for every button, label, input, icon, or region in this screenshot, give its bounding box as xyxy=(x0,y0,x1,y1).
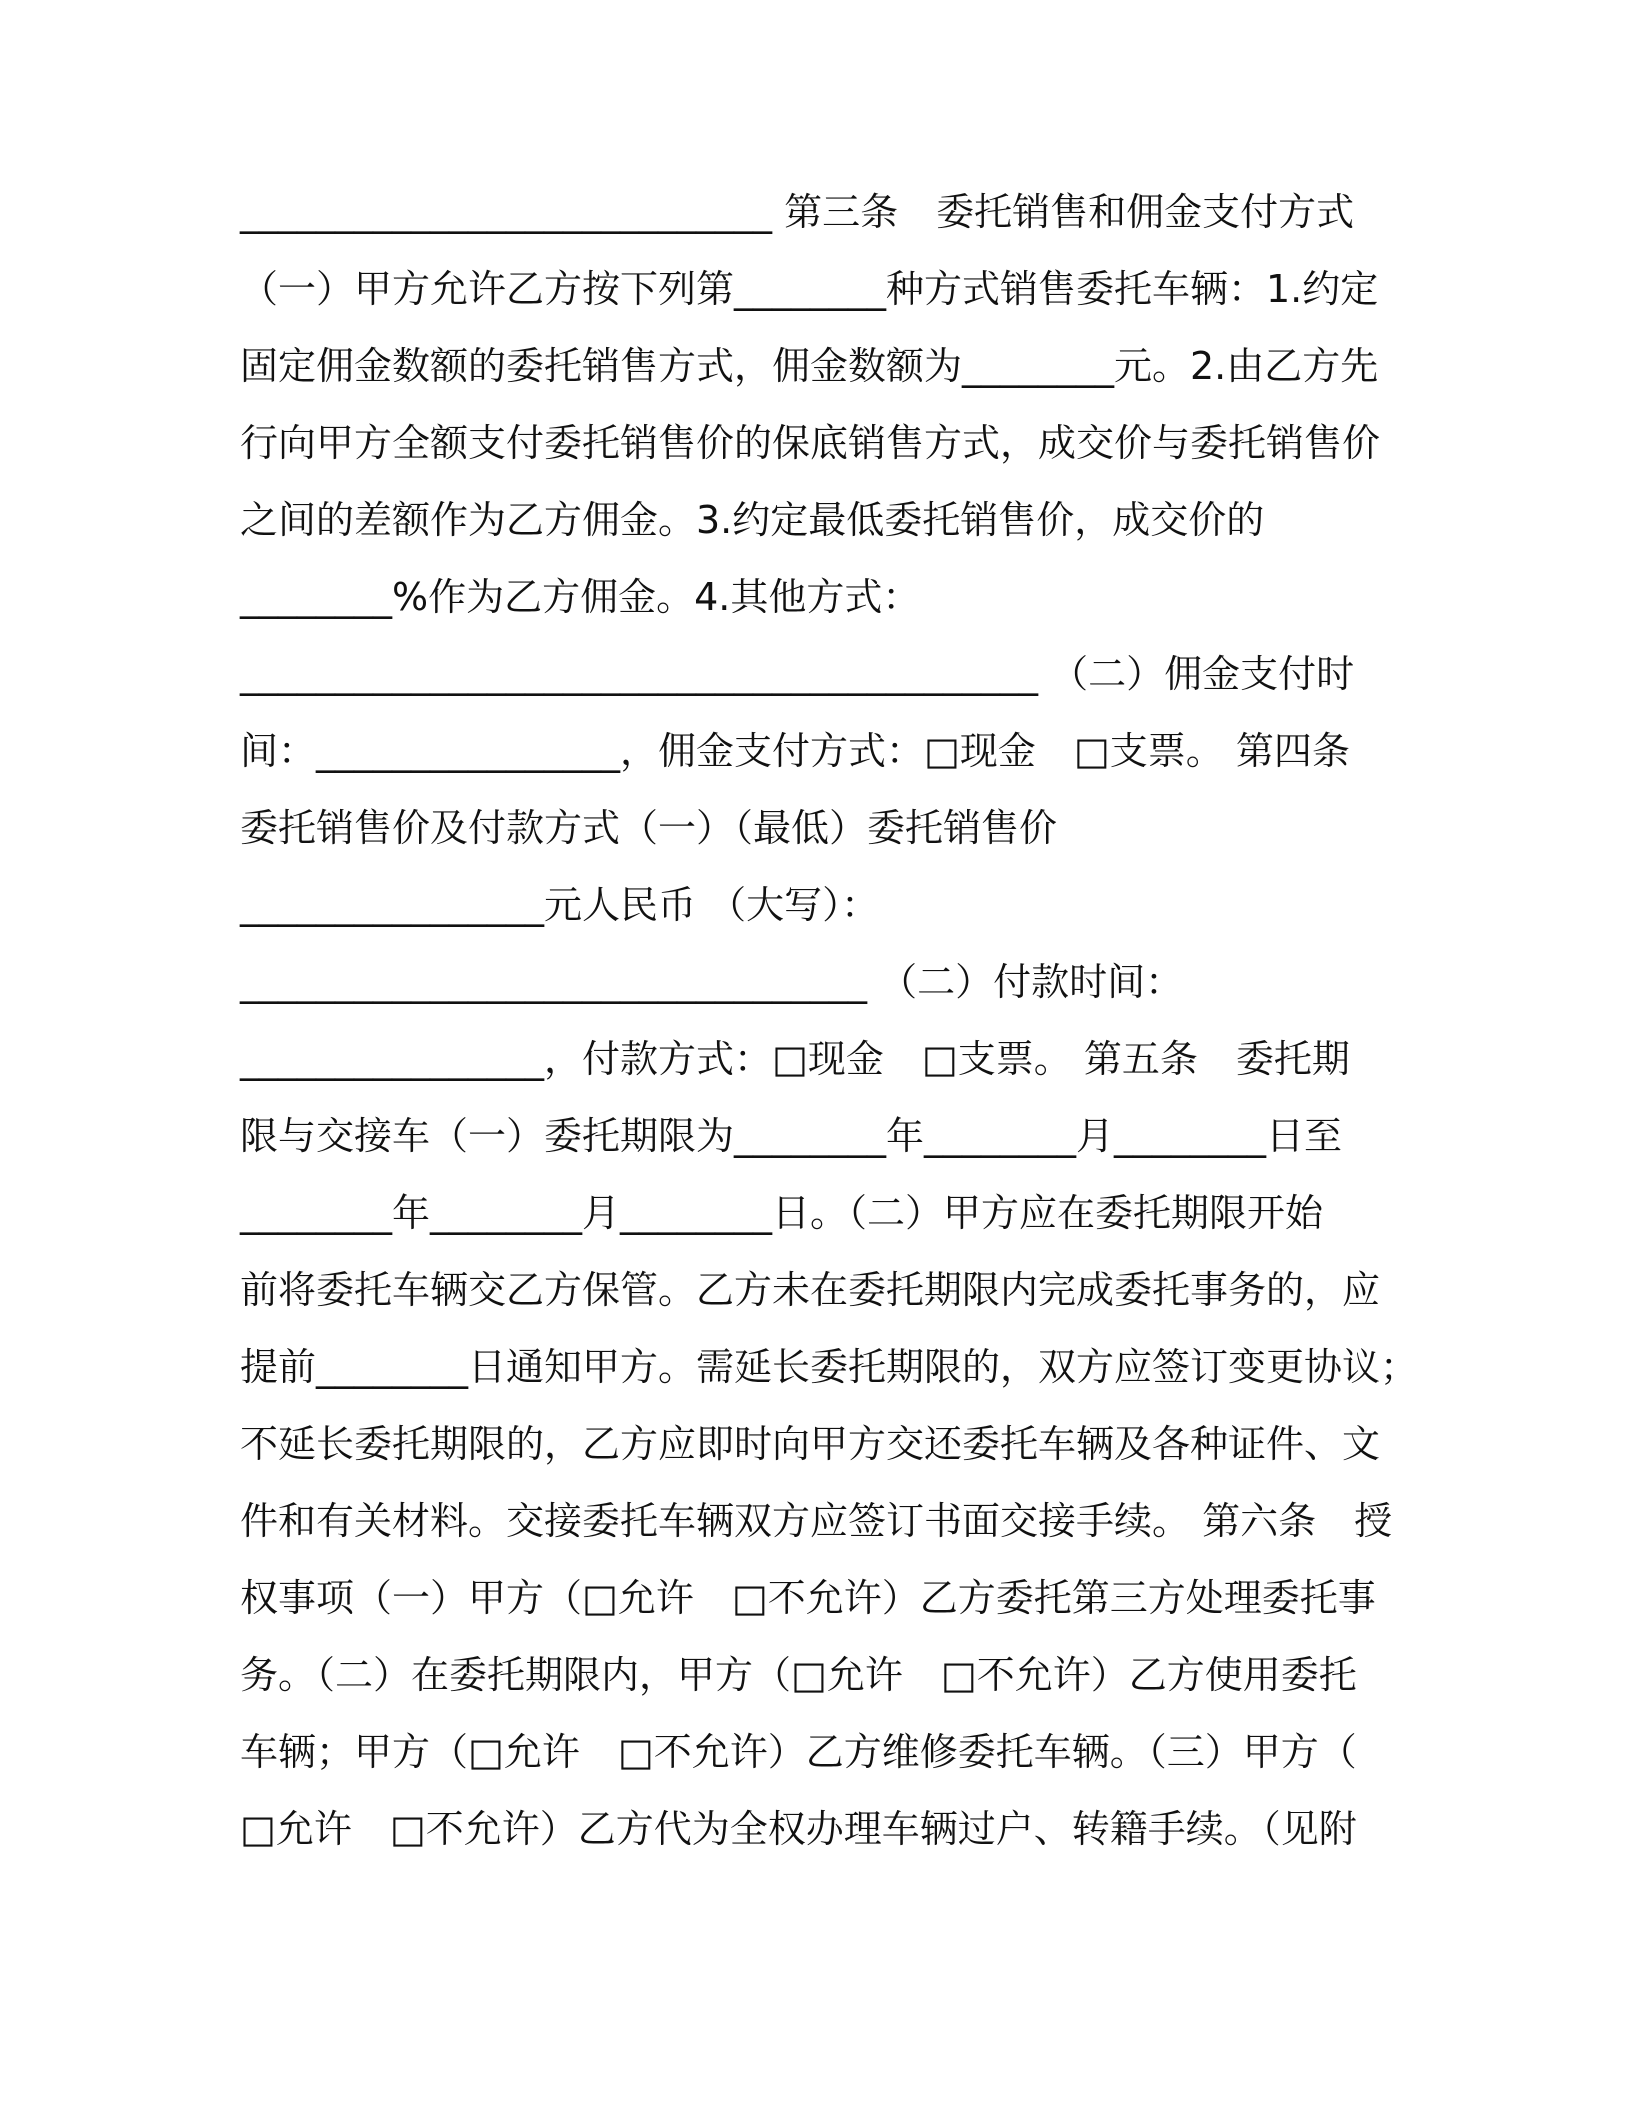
text-line: 不延长委托期限的，乙方应即时向甲方交还委托车辆及各种证件、文 xyxy=(240,1422,1381,1466)
text-line: 务。（二）在委托期限内，甲方（□允许 □不允许）乙方使用委托 xyxy=(240,1653,1357,1697)
text-line: 权事项（一）甲方（□允许 □不允许）乙方委托第三方处理委托事 xyxy=(240,1576,1376,1620)
text-line: 车辆；甲方（□允许 □不允许）乙方维修委托车辆。（三）甲方（ xyxy=(240,1730,1357,1774)
text-line: （一）甲方允许乙方按下列第________种方式销售委托车辆：1.约定 xyxy=(240,267,1379,311)
text-line: ________%作为乙方佣金。4.其他方式： xyxy=(240,575,921,619)
text-line: 之间的差额作为乙方佣金。3.约定最低委托销售价，成交价的 xyxy=(240,498,1265,542)
text-line: 限与交接车（一）委托期限为________年________月________日至 xyxy=(240,1114,1343,1158)
text-line: _________________________________ （二）付款时间： xyxy=(240,960,1184,1004)
text-line: 委托销售价及付款方式（一）（最低）委托销售价 xyxy=(240,806,1058,850)
text-line: □允许 □不允许）乙方代为全权办理车辆过户、转籍手续。（见附 xyxy=(240,1807,1357,1851)
text-line: __________________________________________ （二）佣金支付时 xyxy=(240,652,1355,696)
text-line: ________________元人民币 （大写）： xyxy=(240,883,880,927)
text-line: 间：________________，佣金支付方式：□现金 □支票。 第四条 xyxy=(240,729,1350,773)
text-line: 前将委托车辆交乙方保管。乙方未在委托期限内完成委托事务的，应 xyxy=(240,1268,1381,1312)
text-line: ________________，付款方式：□现金 □支票。 第五条 委托期 xyxy=(240,1037,1350,1081)
text-line: 行向甲方全额支付委托销售价的保底销售方式，成交价与委托销售价 xyxy=(240,421,1381,465)
text-line: 提前________日通知甲方。需延长委托期限的，双方应签订变更协议； xyxy=(240,1345,1419,1389)
text-line: ________年________月________日。（二）甲方应在委托期限开始 xyxy=(240,1191,1324,1235)
text-line: 固定佣金数额的委托销售方式，佣金数额为________元。2.由乙方先 xyxy=(240,344,1379,388)
text-line: 件和有关材料。交接委托车辆双方应签订书面交接手续。 第六条 授 xyxy=(240,1499,1393,1543)
text-line: ____________________________ 第三条 委托销售和佣金支付方式 xyxy=(240,190,1355,234)
